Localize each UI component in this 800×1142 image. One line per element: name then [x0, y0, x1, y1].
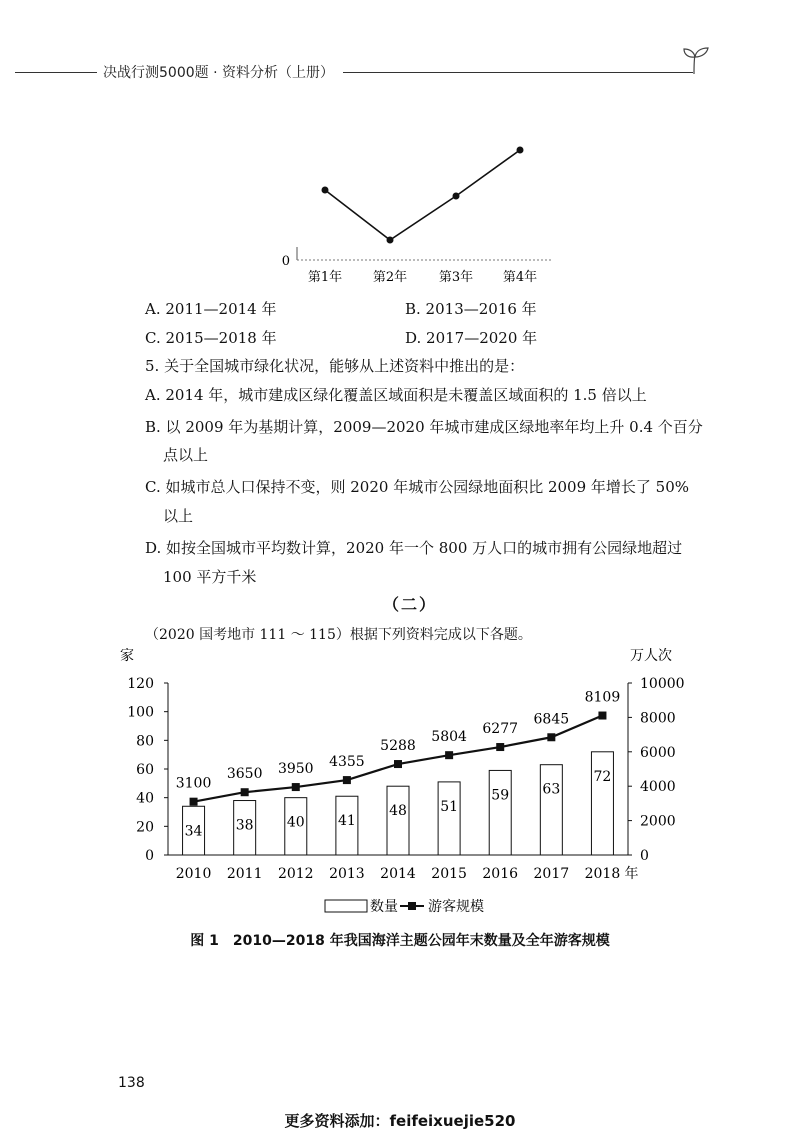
small-chart-x-label: 第1年 — [307, 270, 343, 285]
y-left-tick-label: 40 — [136, 790, 154, 807]
small-chart-x-label: 第2年 — [372, 270, 408, 285]
figure-caption: 图 1 2010—2018 年我国海洋主题公园年末数量及全年游客规模 — [190, 933, 610, 949]
footer-contact: 更多资料添加：feifeixuejie520 — [284, 1112, 516, 1130]
x-tick-label: 2015 — [431, 866, 467, 882]
section-intro: （2020 国考地市 111 ～ 115）根据下列资料完成以下各题。 — [145, 627, 532, 643]
visitor-marker — [190, 798, 198, 806]
bar — [438, 782, 460, 855]
visitor-marker — [292, 783, 300, 791]
small-chart-x-label: 第4年 — [502, 270, 538, 285]
visitor-marker — [394, 760, 402, 768]
x-tick-label: 2012 — [277, 866, 314, 882]
x-unit: 年 — [624, 866, 639, 882]
x-tick-label: 2011 — [226, 866, 263, 882]
visitor-marker — [496, 743, 504, 751]
bar-value-label: 63 — [542, 781, 561, 798]
q4-option-b[interactable]: B. 2013—2016 年 — [405, 300, 537, 318]
x-tick-label: 2016 — [482, 866, 519, 882]
y-right-tick-label: 0 — [640, 848, 649, 864]
combo-chart — [118, 648, 718, 920]
y-right-tick-label: 8000 — [640, 710, 676, 727]
line-value-label: 3100 — [175, 775, 212, 792]
line-value-label: 5804 — [431, 729, 467, 746]
x-tick-label: 2017 — [533, 866, 570, 882]
running-header: 决战行测5000题 · 资料分析（上册） — [103, 65, 334, 81]
page-number: 138 — [118, 1075, 145, 1091]
small-chart-point — [322, 187, 329, 194]
visitor-marker — [445, 751, 453, 759]
y-right-unit: 万人次 — [630, 648, 672, 664]
q5-option-a[interactable]: A. 2014 年，城市建成区绿化覆盖区域面积是未覆盖区域面积的 1.5 倍以上 — [145, 386, 647, 404]
bar-value-label: 34 — [184, 823, 203, 840]
q5-option-b-cont[interactable]: 点以上 — [163, 446, 209, 464]
legend-bar-swatch — [325, 900, 367, 912]
x-tick-label: 2018 — [584, 866, 621, 882]
y-left-tick-label: 80 — [136, 733, 154, 750]
section-heading: （二） — [383, 595, 438, 614]
y-right-tick-label: 4000 — [640, 779, 676, 796]
q5-option-b[interactable]: B. 以 2009 年为基期计算，2009—2020 年城市建成区绿地率年均上升 0.4 个百分 — [145, 418, 703, 436]
x-tick-label: 2014 — [380, 866, 416, 882]
y-left-tick-label: 20 — [136, 819, 154, 836]
y-left-tick-label: 120 — [127, 676, 154, 692]
bar — [489, 770, 511, 855]
y-left-tick-label: 0 — [145, 848, 154, 864]
bar-value-label: 48 — [389, 803, 407, 820]
line-value-label: 6845 — [533, 711, 570, 728]
legend-line-marker — [408, 902, 416, 910]
x-tick-label: 2013 — [329, 866, 365, 882]
legend-bar-label: 数量 — [370, 899, 398, 915]
small-chart-point — [517, 147, 524, 154]
bar-value-label: 40 — [286, 814, 305, 831]
y-left-unit: 家 — [120, 648, 134, 664]
y-right-tick-label: 10000 — [640, 676, 685, 692]
bar-value-label: 41 — [337, 813, 356, 830]
line-value-label: 5288 — [380, 738, 416, 755]
q4-option-c[interactable]: C. 2015—2018 年 — [145, 329, 277, 347]
y-left-tick-label: 100 — [127, 704, 154, 721]
bar — [591, 752, 613, 855]
bar-value-label: 51 — [440, 798, 459, 815]
line-value-label: 3650 — [226, 766, 263, 783]
y-right-tick-label: 2000 — [640, 813, 676, 830]
q5-option-d-cont[interactable]: 100 平方千米 — [163, 568, 257, 586]
small-line-chart — [270, 115, 570, 290]
small-chart-x-label: 第3年 — [438, 270, 474, 285]
visitor-marker — [241, 788, 249, 796]
bar-value-label: 72 — [593, 768, 612, 785]
header-rule-right — [343, 72, 693, 73]
small-chart-zero-label: 0 — [281, 254, 290, 269]
q5-option-c[interactable]: C. 如城市总人口保持不变，则 2020 年城市公园绿地面积比 2009 年增长了 50% — [145, 478, 690, 496]
q5-option-d[interactable]: D. 如按全国城市平均数计算，2020 年一个 800 万人口的城市拥有公园绿地超过 — [145, 539, 683, 557]
small-chart-point — [387, 237, 394, 244]
line-value-label: 4355 — [329, 754, 365, 771]
visitor-marker — [598, 712, 606, 720]
visitor-marker — [547, 733, 555, 741]
line-value-label: 8109 — [584, 689, 621, 706]
bar-value-label: 59 — [491, 787, 510, 804]
bar-value-label: 38 — [235, 817, 254, 834]
visitor-marker — [343, 776, 351, 784]
small-chart-point — [453, 193, 460, 200]
sprout-icon — [680, 46, 714, 76]
line-value-label: 6277 — [482, 721, 519, 738]
small-chart-line — [325, 150, 520, 240]
y-left-tick-label: 60 — [136, 762, 154, 778]
header-rule-left — [15, 72, 97, 73]
y-right-tick-label: 6000 — [640, 744, 676, 761]
q5-stem: 5. 关于全国城市绿化状况，能够从上述资料中推出的是： — [145, 357, 525, 375]
legend-line-label: 游客规模 — [428, 899, 484, 915]
x-tick-label: 2010 — [175, 866, 212, 882]
bar — [540, 765, 562, 855]
bar — [387, 786, 409, 855]
q4-option-a[interactable]: A. 2011—2014 年 — [145, 300, 277, 318]
q4-option-d[interactable]: D. 2017—2020 年 — [405, 329, 538, 347]
q5-option-c-cont[interactable]: 以上 — [163, 507, 194, 525]
line-value-label: 3950 — [277, 761, 314, 778]
